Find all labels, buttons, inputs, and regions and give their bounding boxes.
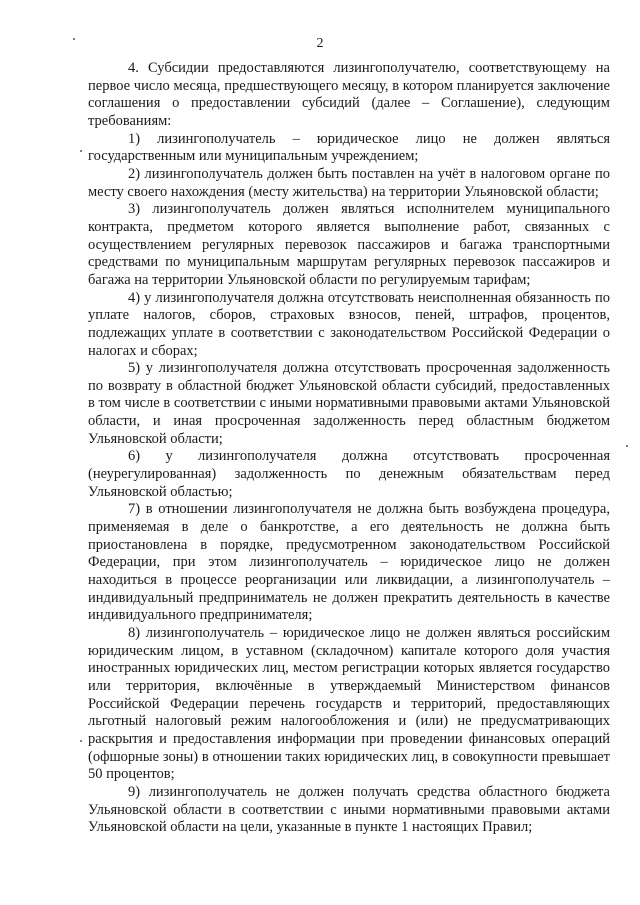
requirement-6: 6) у лизингополучателя должна отсутствовать просроченная (неурегулированная) задолженность по денежным обязательствам перед Ульяновской областью; [88, 448, 610, 500]
scan-speck [80, 150, 82, 152]
requirement-1: 1) лизингополучатель – юридическое лицо не должен являться государственным или муниципальным учреждением; [88, 130, 610, 165]
requirement-3: 3) лизингополучатель должен являться исполнителем муниципального контракта, предметом которого является выполнение работ, связанных с осуществлением регулярных перевозок пассажиров и багажа транспортными средствами по муниципальным маршрутам регулярных перевозок пассажиров и багажа на территории Ульяновской области по регулируемым тарифам; [88, 201, 610, 288]
document-body [88, 60, 610, 837]
page-number: 2 [316, 36, 324, 51]
requirement-4: 4) у лизингополучателя должна отсутствовать неисполненная обязанность по уплате налогов, сборов, страховых взносов, пеней, штрафов, процентов, подлежащих уплате в соответствии с законодательством Российской Федерации о налогах и сборах; [88, 289, 610, 359]
requirement-7: 7) в отношении лизингополучателя не должна быть возбуждена процедура, применяемая в деле о банкротстве, а его деятельность не должна быть приостановлена в порядке, предусмотренном законодательством Российской Федерации, при этом лизингополучатель – юридическое лицо не должен находиться в процессе реорганизации или ликвидации, а лизингополучатель – индивидуальный предприниматель не должен прекратить деятельность в качестве индивидуального предпринимателя; [88, 501, 610, 624]
paragraph-4-intro: 4. Субсидии предоставляются лизингополучателю, соответствующему на первое число месяца, предшествующего месяцу, в котором планируется заключение соглашения о предоставлении субсидий (далее – Соглашение), следующим требованиям: [88, 60, 610, 129]
requirement-8: 8) лизингополучатель – юридическое лицо не должен являться российским юридическим лицом, в уставном (складочном) капитале которого доля участия иностранных юридических лиц, местом регистрации которых является государство или территория, включённые в утверждаемый Министерством финансов Российской Федерации перечень государств и территорий, предоставляющих льготный налоговый режим налогообложения и (или) не предусматривающих раскрытия и предоставления информации при проведении финансовых операций (офшорные зоны) в отношении таких юридических лиц, в совокупности превышает 50 процентов; [88, 625, 610, 783]
requirement-2: 2) лизингополучатель должен быть поставлен на учёт в налоговом органе по месту своего нахождения (месту жительства) на территории Ульяновской области; [88, 165, 610, 200]
scan-speck [80, 740, 82, 742]
requirement-5: 5) у лизингополучателя должна отсутствовать просроченная задолженность по возврату в областной бюджет Ульяновской области субсидий, предоставленных в том числе в соответствии с иными нормативными правовыми актами Ульяновской области, и иная просроченная задолженность перед областным бюджетом Ульяновской области; [88, 360, 610, 447]
requirement-9: 9) лизингополучатель не должен получать средства областного бюджета Ульяновской области в соответствии с иными нормативными правовыми актами Ульяновской области на цели, указанные в пункте 1 настоящих Правил; [88, 783, 610, 836]
scan-speck [73, 38, 75, 40]
scan-speck [626, 445, 628, 447]
